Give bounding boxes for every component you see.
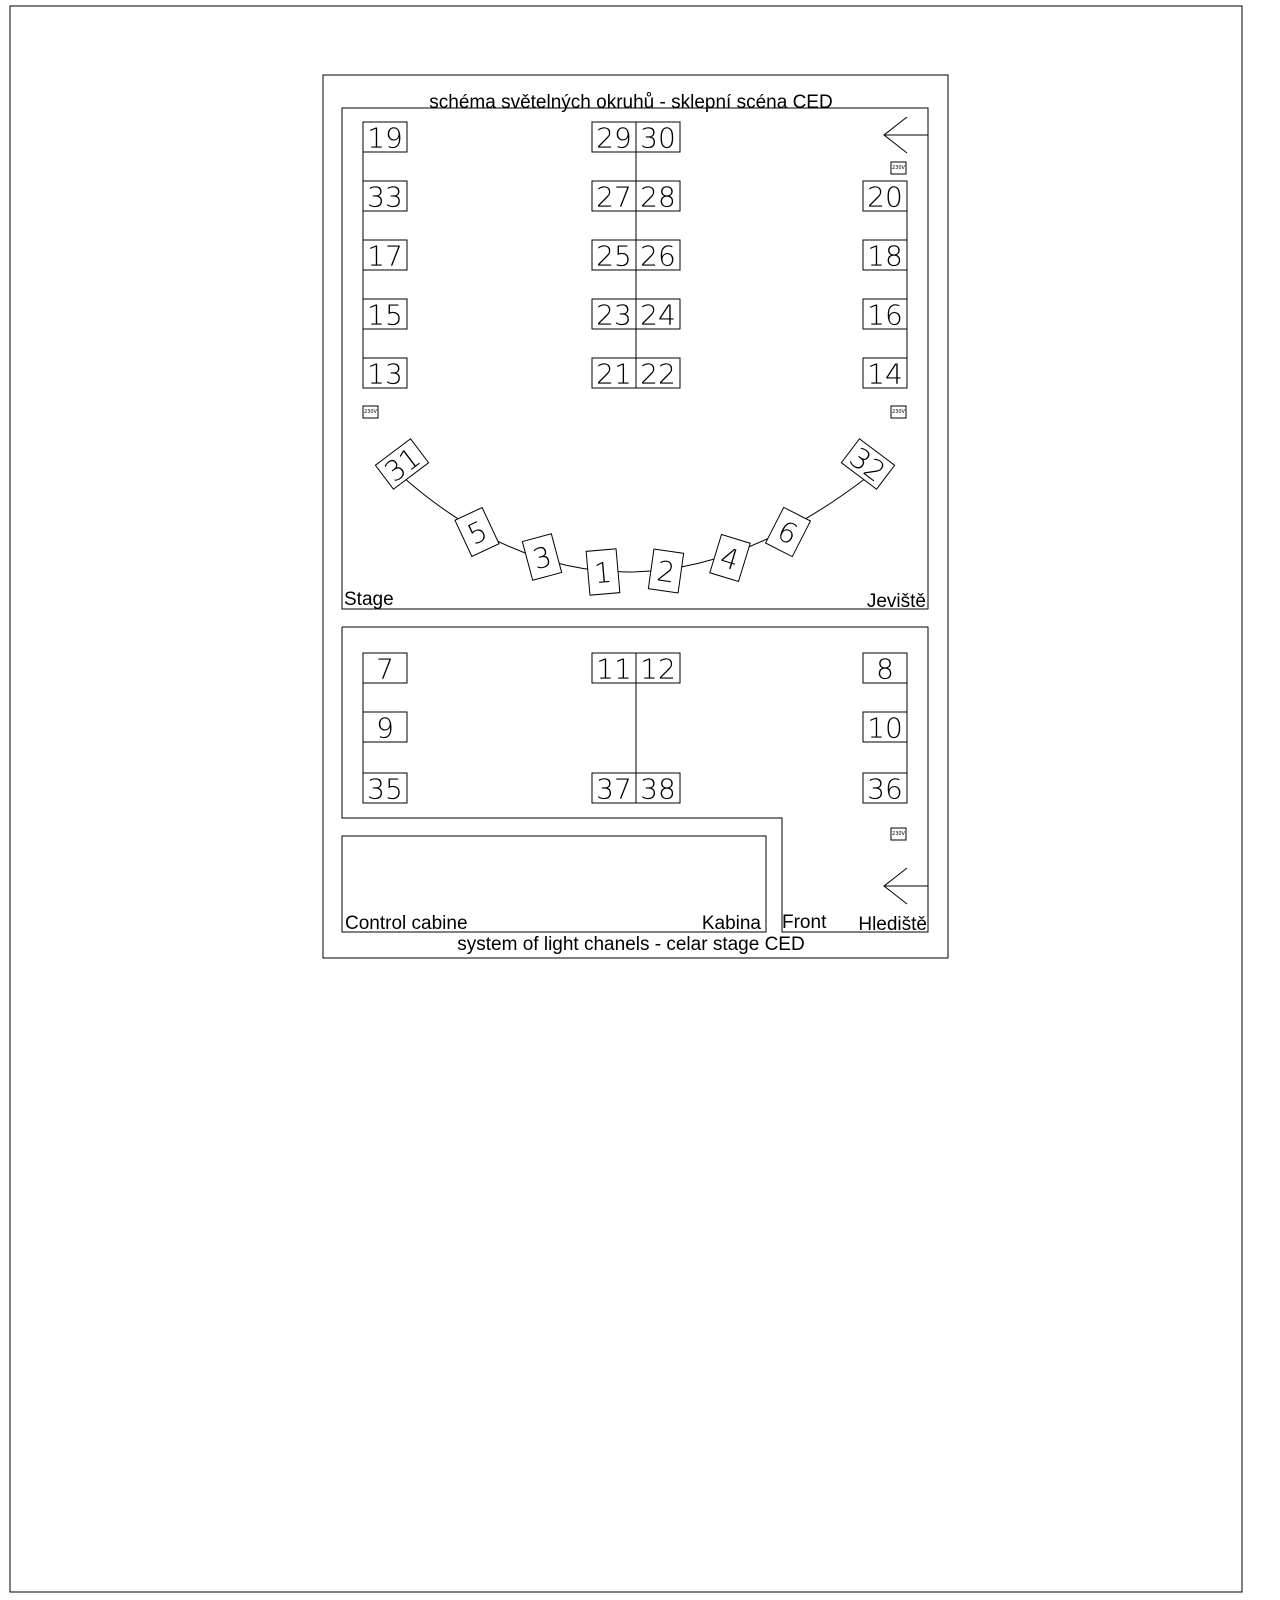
outlet-icon: [363, 406, 378, 418]
outlet-icon-text: 230V: [364, 409, 377, 415]
channel-box: [363, 240, 407, 273]
channel-number: 29: [596, 121, 632, 155]
channel-number: 6: [772, 514, 803, 552]
channel-number: 11: [596, 652, 632, 686]
channel-number: 16: [867, 298, 903, 332]
control-cabine-label: Control cabine: [345, 913, 468, 934]
channel-number: 8: [876, 652, 894, 686]
channel-number: 9: [376, 711, 394, 745]
channel-box: [863, 181, 907, 214]
channel-number: 30: [640, 121, 676, 155]
front-label: Front: [782, 912, 827, 933]
channel-number: 33: [367, 180, 403, 214]
channel-box: [636, 653, 680, 686]
channel-number: 31: [378, 440, 427, 489]
channel-number: 12: [640, 652, 676, 686]
channel-box: [636, 122, 680, 155]
channel-number: 1: [592, 555, 614, 591]
channel-number: 10: [867, 711, 903, 745]
channel-number: 18: [867, 239, 903, 273]
channel-box: [363, 358, 407, 391]
channel-box: [592, 122, 636, 155]
channel-box: [592, 181, 636, 214]
channel-box: [636, 358, 680, 391]
outlet-icon-text: 230V: [892, 831, 905, 837]
channel-box: [592, 773, 636, 806]
channel-number: 19: [367, 121, 403, 155]
outlet-icon-text: 230V: [892, 165, 905, 171]
channel-number: 7: [376, 652, 394, 686]
channel-number: 37: [596, 772, 632, 806]
channel-box: [586, 549, 620, 595]
channel-number: 28: [640, 180, 676, 214]
channel-box: [863, 712, 907, 745]
channel-number: 13: [367, 357, 403, 391]
channel-box: [636, 299, 680, 332]
channel-box: [592, 299, 636, 332]
hlediste-label: Hlediště: [858, 914, 927, 935]
outlet-icon: [891, 828, 906, 840]
channel-number: 27: [596, 180, 632, 214]
channel-box: [863, 653, 907, 686]
entrance-arrow-stage: [884, 117, 928, 153]
entrance-arrow-auditorium: [884, 868, 928, 904]
channel-box: [592, 240, 636, 273]
channel-box: [592, 358, 636, 391]
channel-number: 24: [640, 298, 676, 332]
channel-number: 23: [596, 298, 632, 332]
channel-box: [766, 507, 811, 556]
channel-box: [636, 181, 680, 214]
channel-number: 32: [843, 440, 892, 489]
channel-box: [863, 358, 907, 391]
channel-box: [522, 534, 561, 580]
stage-label: Stage: [344, 589, 394, 610]
channel-number: 38: [640, 772, 676, 806]
right-channel-column: [863, 181, 907, 391]
channel-box: [863, 773, 907, 806]
channel-number: 4: [716, 540, 744, 578]
channel-box: [363, 181, 407, 214]
title-czech: schéma světelných okruhů - sklepní scéna CED: [429, 92, 833, 113]
channel-box: [455, 508, 499, 557]
channel-number: 2: [654, 554, 677, 590]
kabina-label: Kabina: [701, 913, 761, 934]
outlet-icon: [891, 406, 906, 418]
channel-number: 14: [867, 357, 903, 391]
channel-number: 25: [596, 239, 632, 273]
channel-number: 36: [867, 772, 903, 806]
channel-box: [363, 299, 407, 332]
channel-number: 26: [640, 239, 676, 273]
channel-number: 20: [867, 180, 903, 214]
channel-box: [363, 653, 407, 686]
title-english: system of light chanels - celar stage CED: [457, 934, 805, 955]
channel-number: 5: [462, 514, 493, 552]
channel-box: [636, 240, 680, 273]
channel-box: [363, 712, 407, 745]
channel-number: 35: [367, 772, 403, 806]
outlet-icon-text: 230V: [892, 409, 905, 415]
left-channel-column: [363, 122, 407, 391]
channel-box: [375, 438, 430, 491]
channel-number: 22: [640, 357, 676, 391]
channel-box: [710, 534, 750, 581]
jeviste-label: Jeviště: [866, 591, 926, 612]
channel-box: [863, 299, 907, 332]
channel-box: [636, 773, 680, 806]
channel-box: [863, 240, 907, 273]
outlet-icon: [891, 162, 906, 174]
channel-box: [840, 438, 895, 491]
channel-number: 15: [367, 298, 403, 332]
front-channels: [363, 653, 907, 806]
channel-number: 3: [529, 539, 556, 577]
channel-number: 21: [596, 357, 632, 391]
channel-box: [363, 122, 407, 155]
channel-box: [363, 773, 407, 806]
channel-box: [648, 549, 683, 593]
channel-box: [592, 653, 636, 686]
channel-number: 17: [367, 239, 403, 273]
